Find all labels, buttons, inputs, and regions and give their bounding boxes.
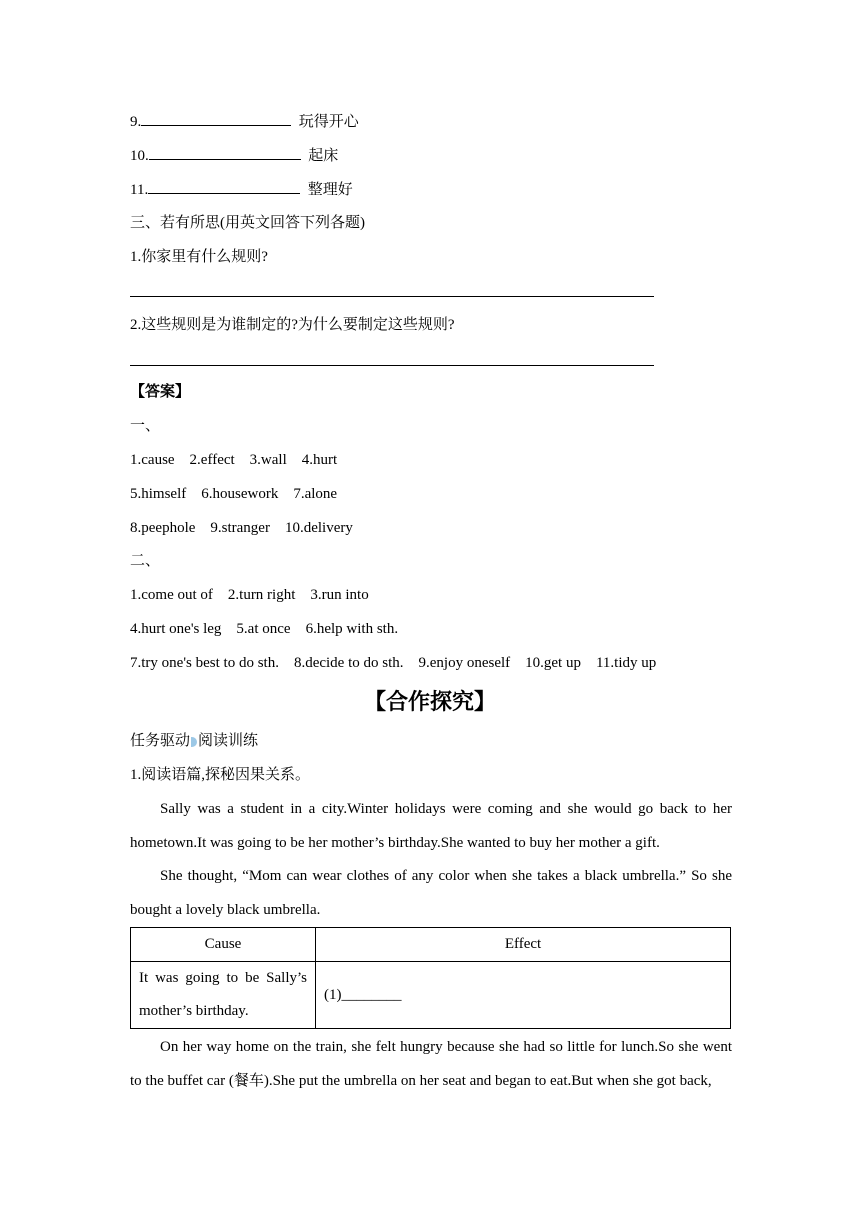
item-number: 11. [130,182,149,198]
table-cell-cause: It was going to be Sally’s mother’s birthday. [131,962,316,1029]
reading-instruction: 1.阅读语篇,探秘因果关系。 [130,767,311,783]
answers-section-1-line-1: 1.cause 2.effect 3.wall 4.hurt [130,452,338,468]
item-chinese: 整理好 [307,182,353,198]
table-cell-effect-blank[interactable]: (1)________ [316,962,731,1029]
vocab-item-10 [130,145,338,166]
task-label [130,731,258,751]
cause-effect-table [130,927,731,1029]
part3-heading: 三、若有所思(用英文回答下列各题) [130,215,365,231]
arrow-marker-icon [191,737,197,747]
item-chinese: 玩得开心 [298,114,359,130]
answers-section-2-line-3: 7.try one's best to do sth. 8.decide to do sth. 9.enjoy oneself 10.get up 11.tidy up [130,655,657,671]
answer-blank[interactable] [149,145,301,160]
table-header-cause: Cause [131,928,316,962]
task-label-part-1: 任务驱动 [130,733,191,749]
table-header-effect: Effect [316,928,731,962]
answer-line-2[interactable] [130,365,654,366]
reading-paragraph-3: On her way home on the train, she felt hungry because she had so little for lunch.So she went to the buffet car (餐车).She put the umbrella on her seat and began to eat.But when she got back, [130,1039,732,1089]
item-number: 10. [130,148,149,164]
vocab-item-11 [130,179,353,200]
answer-blank[interactable] [148,179,300,194]
reading-paragraph-1: Sally was a student in a city.Winter holidays were coming and she would go back to her hometown.It was going to be her mother’s birthday.She wanted to buy her mother a gift. [130,801,732,851]
item-chinese: 起床 [308,148,339,164]
answers-heading: 【答案】 [130,384,191,400]
answer-blank[interactable] [141,111,291,126]
part3-question-1: 1.你家里有什么规则? [130,249,268,265]
answers-section-1-label: 一、 [130,418,161,434]
part3-question-2: 2.这些规则是为谁制定的?为什么要制定这些规则? [130,317,455,333]
section-title: 【合作探究】 [363,689,496,714]
answers-section-1-line-3: 8.peephole 9.stranger 10.delivery [130,520,353,536]
answers-section-2-line-2: 4.hurt one's leg 5.at once 6.help with sth. [130,621,399,637]
reading-paragraph-2: She thought, “Mom can wear clothes of any color when she takes a black umbrella.” So she bought a lovely black umbrella. [130,868,732,918]
vocab-item-9 [130,111,359,132]
answer-line-1[interactable] [130,296,654,297]
item-number: 9. [130,114,142,130]
answers-section-2-label: 二、 [130,553,161,569]
answers-section-2-line-1: 1.come out of 2.turn right 3.run into [130,587,369,603]
answers-section-1-line-2: 5.himself 6.housework 7.alone [130,486,338,502]
task-label-part-2: 阅读训练 [198,733,259,749]
